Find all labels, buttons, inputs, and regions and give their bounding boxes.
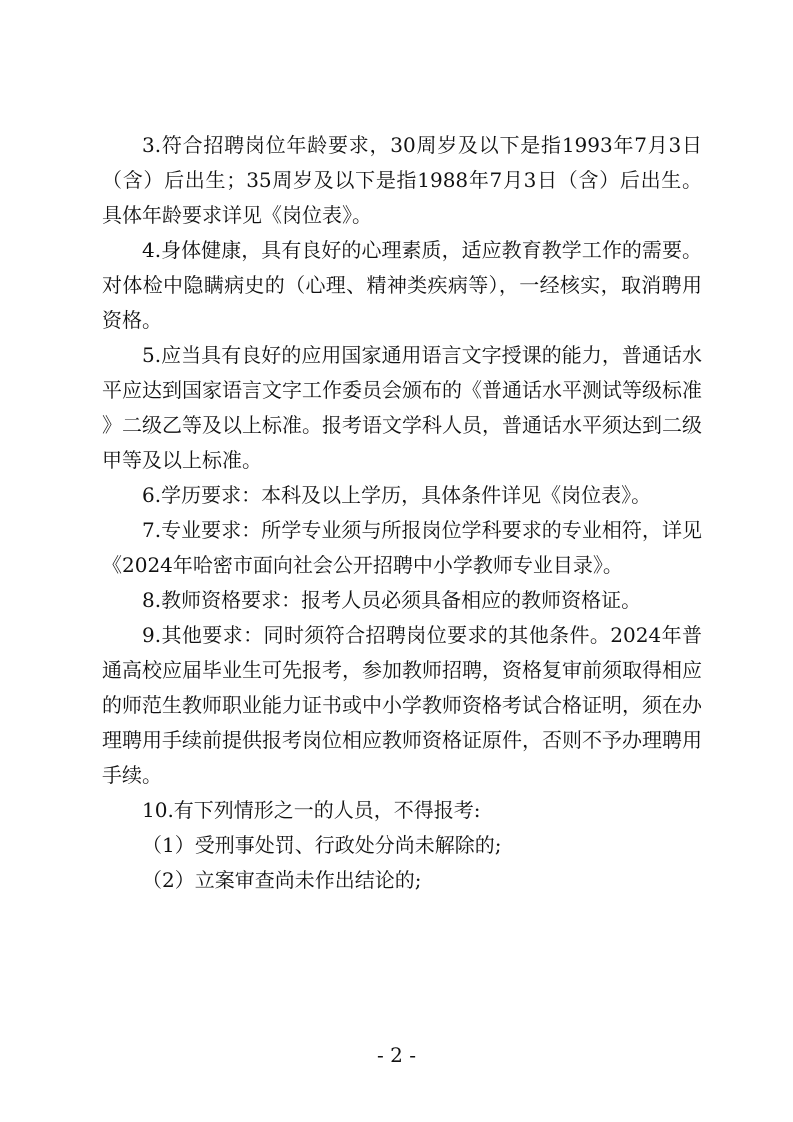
- paragraph-age-requirement: 3.符合招聘岗位年龄要求，30周岁及以下是指1993年7月3日（含）后出生；35周岁及以下是指1988年7月3日（含）后出生。具体年龄要求详见《岗位表》。: [102, 133, 702, 227]
- paragraph-qualification-requirement: 8.教师资格要求：报考人员必须具备相应的教师资格证。: [142, 588, 642, 612]
- paragraph-language-requirement: 5.应当具有良好的应用国家通用语言文字授课的能力，普通话水平应达到国家语言文字工作委员会颁布的《普通话水平测试等级标准》二级乙等及以上标准。报考语文学科人员，普通话水平须达到二级甲等及以上标准。: [102, 343, 702, 472]
- body-text: [102, 128, 702, 898]
- paragraph-education-requirement: 6.学历要求：本科及以上学历，具体条件详见《岗位表》。: [142, 483, 652, 507]
- paragraph-exclusions-intro: 10.有下列情形之一的人员，不得报考:: [142, 798, 481, 822]
- paragraph-exclusion-2: （2）立案审查尚未作出结论的;: [142, 868, 422, 892]
- paragraph-exclusion-1: （1）受刑事处罚、行政处分尚未解除的;: [142, 833, 502, 857]
- page-number: - 2 -: [377, 1043, 416, 1067]
- paragraph-health-requirement: 4.身体健康，具有良好的心理素质，适应教育教学工作的需要。对体检中隐瞒病史的（心理、精神类疾病等），一经核实，取消聘用资格。: [102, 238, 702, 332]
- paragraph-other-requirements: 9.其他要求：同时须符合招聘岗位要求的其他条件。2024年普通高校应届毕业生可先报考，参加教师招聘，资格复审前须取得相应的师范生教师职业能力证书或中小学教师资格考试合格证明，须在办理聘用手续前提供报考岗位相应教师资格证原件，否则不予办理聘用手续。: [102, 623, 702, 787]
- paragraph-major-requirement: 7.专业要求：所学专业须与所报岗位学科要求的专业相符，详见《2024年哈密市面向社会公开招聘中小学教师专业目录》。: [102, 518, 702, 577]
